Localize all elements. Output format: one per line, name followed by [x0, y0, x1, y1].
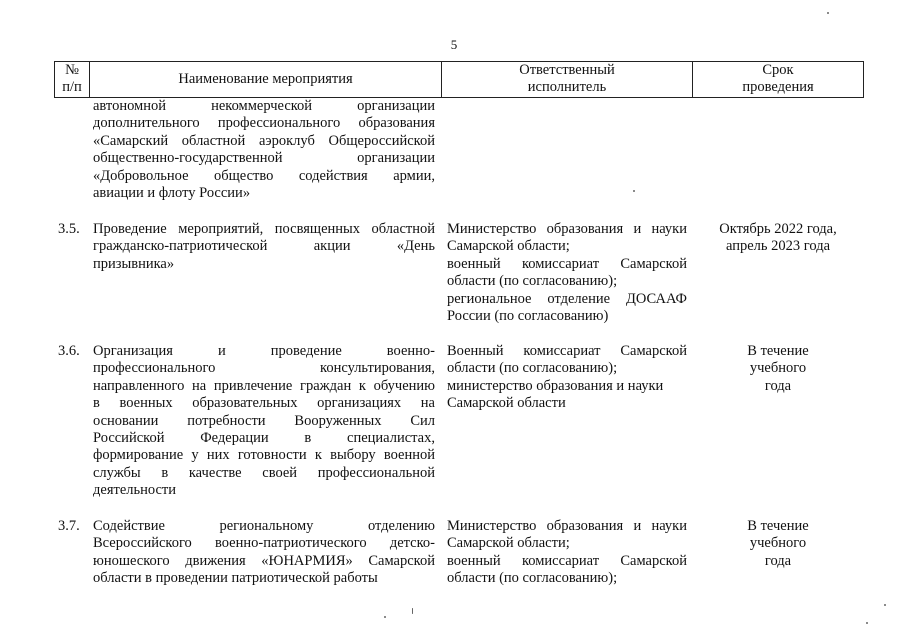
row-number: 3.6. — [58, 343, 80, 359]
row-responsible — [447, 518, 687, 588]
header-num-line: № — [65, 62, 79, 78]
text-line: области (по согласованию); — [447, 273, 618, 290]
text-line: В течение — [747, 518, 809, 534]
text-line: Всероссийского военно-патриотического детско- — [93, 535, 435, 552]
text-line: Министерство образования и науки — [447, 518, 687, 534]
text-line: Октябрь 2022 года, — [719, 221, 837, 237]
text-line: юношеского движения «ЮНАРМИЯ» Самарской — [93, 552, 435, 569]
text-line: формирование у них готовности к выбору военной — [93, 447, 435, 464]
text-line: Российской Федерации в специалистах, — [93, 430, 435, 447]
text-line: общественно-государственной организации — [93, 150, 435, 167]
header-responsible-line: исполнитель — [527, 79, 607, 96]
text-line: Самарской области; — [447, 238, 570, 255]
text-line: профессионального консультирования, — [93, 360, 435, 377]
header-term-line: Срок — [762, 62, 794, 78]
text-line: военный комиссариат Самарской — [447, 255, 687, 272]
row-responsible — [447, 221, 687, 325]
row-name — [93, 221, 435, 273]
header-term — [693, 62, 863, 97]
scan-speck — [827, 12, 829, 14]
scan-speck — [412, 608, 413, 614]
text-line: в военных образовательных организациях на — [93, 395, 435, 412]
scan-speck — [633, 190, 635, 192]
row-number: 3.5. — [58, 221, 80, 237]
text-line: Проведение мероприятий, посвященных областной — [93, 221, 435, 237]
text-line: области (по согласованию); — [447, 570, 618, 587]
text-line: дополнительного профессионального образования — [93, 115, 435, 132]
text-line: автономной некоммерческой организации — [93, 98, 435, 114]
row-number: 3.7. — [58, 518, 80, 534]
text-line: В течение — [747, 343, 809, 359]
row-name — [93, 518, 435, 588]
text-line: авиации и флоту России» — [93, 185, 251, 202]
text-line: гражданско-патриотической акции «День — [93, 238, 435, 255]
header-divider — [863, 62, 864, 98]
scan-speck — [866, 622, 868, 624]
text-line: Содействие региональному отделению — [93, 518, 435, 534]
text-line: военный комиссариат Самарской — [447, 552, 687, 569]
text-line: министерство образования и науки — [447, 377, 664, 394]
text-line: Самарской области; — [447, 535, 570, 552]
text-line: апрель 2023 года — [725, 238, 831, 255]
row-name — [93, 343, 435, 500]
continuation-text — [93, 98, 435, 202]
text-line: «Самарский областной аэроклуб Общероссийской — [93, 132, 435, 149]
text-line: призывника» — [93, 255, 175, 272]
text-line: основании потребности Вооруженных Сил — [93, 412, 435, 429]
header-term-line: проведения — [742, 79, 814, 96]
text-line: года — [764, 377, 792, 394]
text-line: Министерство образования и науки — [447, 221, 687, 237]
text-line: региональное отделение ДОСААФ — [447, 290, 687, 307]
text-line: службы в качестве своей профессиональной — [93, 464, 435, 481]
text-line: деятельности — [93, 482, 177, 499]
text-line: «Добровольное общество содействия армии, — [93, 167, 435, 184]
scan-speck — [384, 616, 386, 618]
header-num-line: п/п — [62, 79, 82, 96]
page-number: 5 — [450, 37, 458, 52]
text-line: направленного на привлечение граждан к обучению — [93, 377, 435, 394]
text-line: области в проведении патриотической работы — [93, 570, 378, 587]
text-line: Военный комиссариат Самарской — [447, 343, 687, 359]
header-num — [55, 62, 89, 97]
text-line: Организация и проведение военно- — [93, 343, 435, 359]
row-term — [693, 518, 863, 570]
scan-speck — [884, 604, 886, 606]
row-term — [693, 343, 863, 395]
text-line: учебного — [749, 360, 807, 377]
text-line: года — [764, 552, 792, 569]
row-term — [693, 221, 863, 256]
header-responsible — [442, 62, 692, 97]
header-responsible-line: Ответственный — [519, 62, 615, 78]
text-line: учебного — [749, 535, 807, 552]
header-name: Наименование мероприятия — [178, 71, 353, 87]
text-line: области (по согласованию); — [447, 360, 618, 377]
text-line: России (по согласованию) — [447, 308, 609, 325]
text-line: Самарской области — [447, 395, 566, 412]
row-responsible — [447, 343, 687, 413]
